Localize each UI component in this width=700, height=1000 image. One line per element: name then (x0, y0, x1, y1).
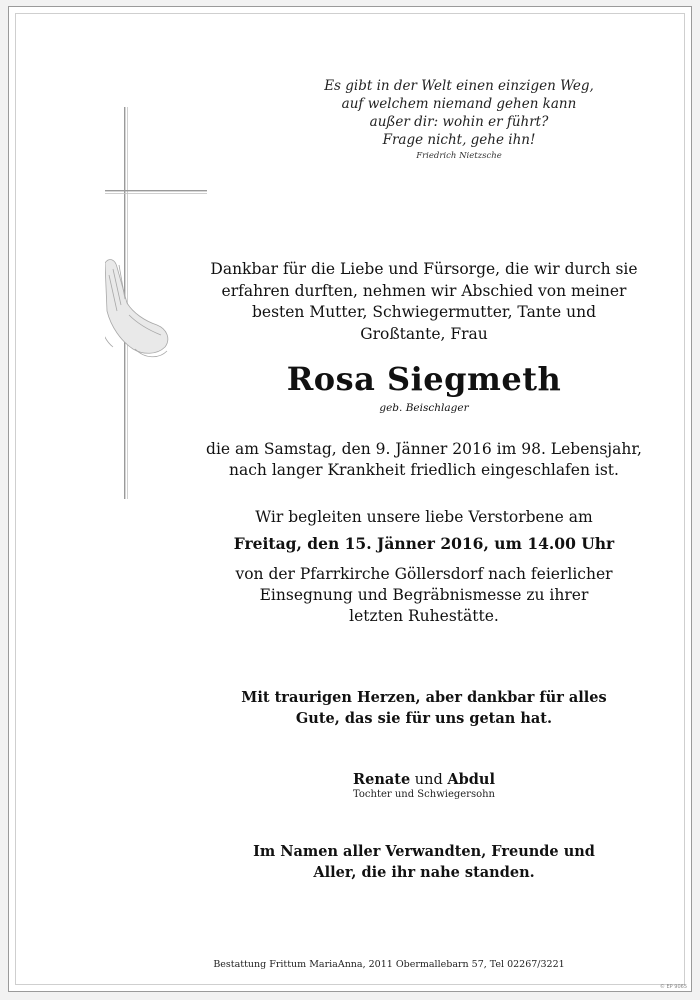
quote-line: außer dir: wohin er führt? (369, 114, 549, 130)
intro-line: erfahren durften, nehmen wir Abschied von meiner (221, 281, 627, 300)
sorrow-line: Gute, das sie für uns getan hat. (295, 710, 553, 727)
family-name-1: Renate (353, 771, 411, 788)
place-line: Einsegnung und Begräbnismesse zu ihrer (259, 586, 589, 604)
closing-line: Aller, die ihr nahe standen. (313, 864, 535, 881)
quote-line: Es gibt in der Welt einen einzigen Weg, (324, 78, 594, 94)
death-text (199, 439, 649, 481)
praying-hands-icon (105, 260, 168, 357)
place-line: letzten Ruhestätte. (349, 607, 499, 625)
quote-line: Frage nicht, gehe ihn! (382, 132, 536, 148)
intro-line: Dankbar für die Liebe und Fürsorge, die wir durch sie (210, 260, 638, 278)
funeral-date: Freitag, den 15. Jänner 2016, um 14.00 Uhr (233, 534, 615, 553)
quote-line: auf welchem niemand gehen kann (341, 96, 577, 112)
birth-name: geb. Beischlager (379, 402, 469, 414)
family-name-2: Abdul (447, 771, 495, 788)
undertaker-footer: Bestattung Frittum MariaAnna, 2011 Obermallebarn 57, Tel 02267/3221 (213, 959, 565, 970)
intro-line: besten Mutter, Schwiegermutter, Tante und (251, 303, 597, 321)
funeral-accompany: Wir begleiten unsere liebe Verstorbene am (255, 508, 593, 526)
death-line: die am Samstag, den 9. Jänner 2016 im 98. Lebensjahr, (206, 440, 642, 458)
quote-block (309, 77, 609, 162)
death-line: nach langer Krankheit friedlich eingeschlafen ist. (229, 461, 619, 479)
closing-text (199, 841, 649, 883)
family-role: Tochter und Schwiegersohn (352, 789, 495, 800)
sorrow-line: Mit traurigen Herzen, aber dankbar für alles (241, 689, 607, 706)
obituary-page (8, 6, 692, 992)
intro-text (199, 259, 649, 345)
quote-author: Friedrich Nietzsche (416, 151, 502, 161)
intro-line: Großtante, Frau (360, 324, 488, 343)
family-names (199, 770, 649, 790)
document-code: © EP 9065 (659, 984, 687, 990)
closing-line: Im Namen aller Verwandten, Freunde und (253, 843, 595, 860)
family-connector: und (414, 772, 443, 788)
deceased-name: Rosa Siegmeth (286, 360, 562, 398)
place-line: von der Pfarrkirche Göllersdorf nach feierlicher (235, 565, 613, 583)
sorrow-text (199, 687, 649, 729)
funeral-place (199, 564, 649, 627)
